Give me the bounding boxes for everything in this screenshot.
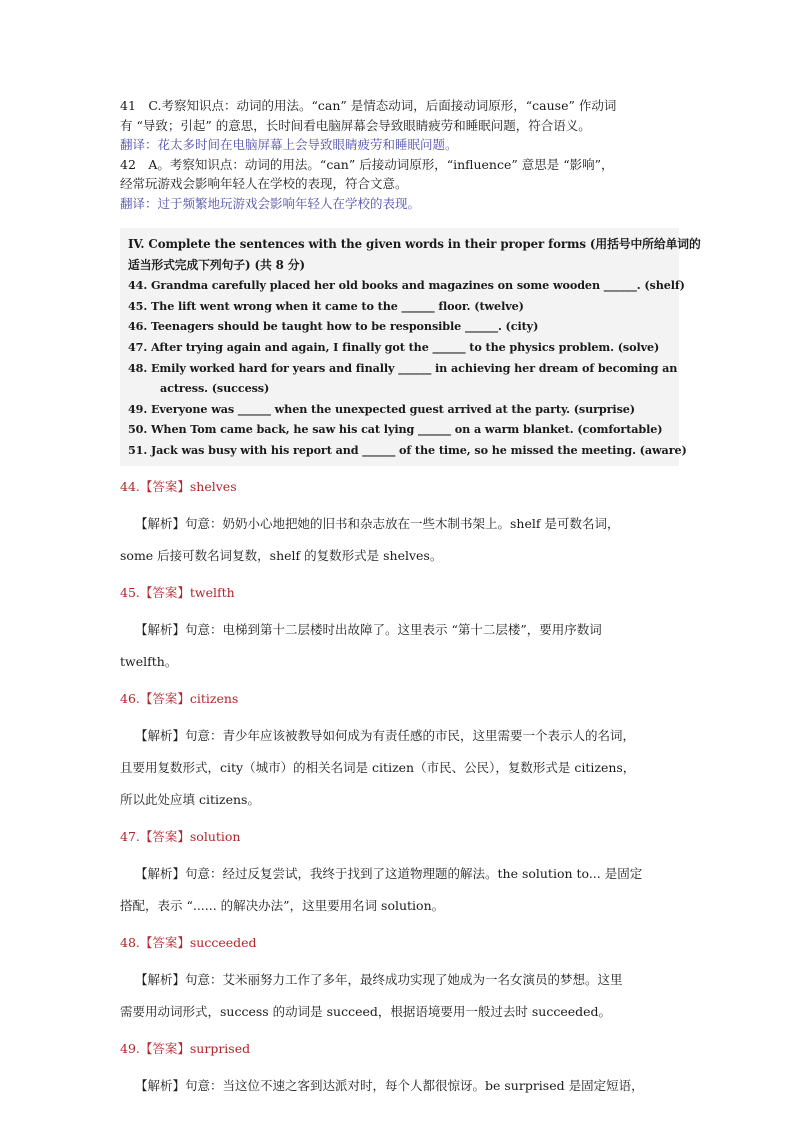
answer-explanation [120,614,682,678]
exercise-item: 49. Everyone was ______ when the unexpected guest arrived at the party. (surprise) [128,401,635,416]
note-41 [120,96,680,155]
note-text: 经常玩游戏会影响年轻人在学校的表现，符合文意。 [120,176,408,191]
translation-text: 翻译：花太多时间在电脑屏幕上会导致眼睛疲劳和睡眠问题。 [120,137,458,152]
exercise-item: actress. (success) [160,381,270,396]
answer-explanation [120,1070,682,1102]
exercise-item: 47. After trying again and again, I finally got the ______ to the physics problem. (solve) [128,339,660,354]
exercise-heading: 适当形式完成下列句子) (共 8 分) [128,257,305,272]
exercise-item: 45. The lift went wrong when it came to the ______ floor. (twelve) [128,298,524,313]
note-text: 42 A。考察知识点：动词的用法。“can” 后接动词原形，“influence” 意思是 “影响”， [120,156,614,172]
note-text: 有 “导致；引起” 的意思，长时间看电脑屏幕会导致眼睛疲劳和睡眠问题，符合语义。 [120,117,591,133]
translation-text: 翻译：过于频繁地玩游戏会影响年轻人在学校的表现。 [120,195,421,211]
exercise-item: 46. Teenagers should be taught how to be responsible ______. (city) [128,319,539,334]
explanation-line: 需要用动词形式，success 的动词是 succeed，根据语境要用一般过去时 succeeded。 [120,1004,612,1019]
explanation-line: 【解析】句意：艾米丽努力工作了多年，最终成功实现了她成为一名女演员的梦想。这里 [135,972,623,987]
explanation-line: 所以此处应填 citizens。 [120,792,260,807]
answer-explanation [120,964,682,1028]
explanation-line: 【解析】句意：奶奶小心地把她的旧书和杂志放在一些木制书架上。shelf 是可数名词， [135,516,620,531]
answer-label: 45.【答案】twelfth [120,585,235,600]
explanation-line: 【解析】句意：电梯到第十二层楼时出故障了。这里表示 “第十二层楼”，要用序数词 [135,622,602,637]
answer-explanation [120,508,682,572]
answer-list [120,478,682,1114]
exercise-image [120,228,701,466]
exercise-item: 51. Jack was busy with his report and ______ of the time, so he missed the meeting. (aware) [128,442,687,457]
explanation-line: 【解析】句意：经过反复尝试，我终于找到了这道物理题的解法。the solution to... 是固定 [135,866,643,881]
note-text: 41 C.考察知识点：动词的用法。“can” 是情态动词，后面接动词原形，“cause” 作动词 [120,98,617,113]
answer-label: 47.【答案】solution [120,829,241,844]
answer-label: 49.【答案】surprised [120,1041,251,1056]
explanation-line: twelfth。 [120,654,178,669]
answer-45 [120,584,682,678]
explanation-line: 【解析】句意：青少年应该被教导如何成为有责任感的市民，这里需要一个表示人的名词， [135,728,636,743]
answer-label: 48.【答案】succeeded [120,935,257,950]
answer-44 [120,478,682,572]
answer-explanation [120,858,682,922]
answer-48 [120,934,682,1028]
explanation-line: some 后接可数名词复数，shelf 的复数形式是 shelves。 [120,548,443,563]
answer-explanation [120,720,682,816]
exercise-item: 50. When Tom came back, he saw his cat lying ______ on a warm blanket. (comfortable) [128,422,663,437]
answer-46 [120,690,682,816]
answer-47 [120,828,682,922]
note-42 [120,155,680,214]
explanation-line: 【解析】句意：当这位不速之客到达派对时，每个人都很惊讶。be surprised 是固定短语， [135,1078,644,1093]
previous-answer-notes [120,96,680,213]
answer-label: 46.【答案】citizens [120,691,239,706]
answer-49 [120,1040,682,1102]
exercise-item: 44. Grandma carefully placed her old books and magazines on some wooden ______. (shelf) [128,278,685,293]
exercise-item: 48. Emily worked hard for years and finally ______ in achieving her dream of becoming an [128,360,678,375]
explanation-line: 且要用复数形式，city（城市）的相关名词是 citizen（市民、公民），复数形式是 citizens， [120,760,636,775]
exercise-heading: IV. Complete the sentences with the given words in their proper forms (用括号中所给单词的 [128,237,701,251]
explanation-line: 搭配，表示 “...... 的解决办法”，这里要用名词 solution。 [120,898,445,913]
answer-label: 44.【答案】shelves [120,479,237,494]
